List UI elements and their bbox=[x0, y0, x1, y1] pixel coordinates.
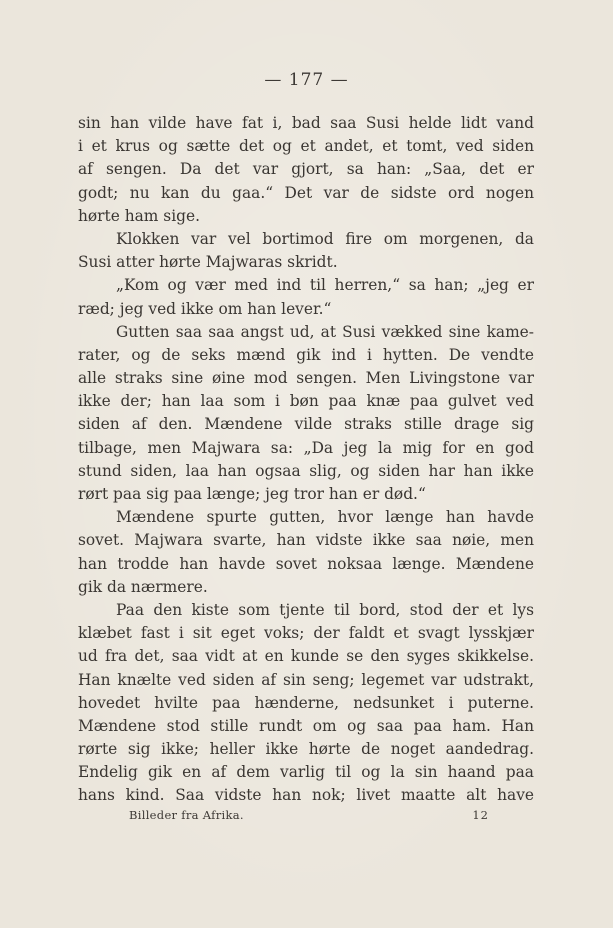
text-line: Mændene spurte gutten, hvor længe han havde bbox=[116, 508, 534, 527]
text-line: Han knælte ved siden af sin seng; legemet var udstrakt, bbox=[78, 670, 534, 689]
book-title: Billeder fra Afrika. bbox=[129, 808, 244, 822]
text-line: Endelig gik en af dem varlig til og la sin haand paa bbox=[78, 763, 534, 782]
body-text bbox=[78, 112, 534, 808]
text-line: i et krus og sætte det og et andet, et tomt, ved siden bbox=[78, 137, 534, 156]
text-line: rørt paa sig paa længe; jeg tror han er død.“ bbox=[78, 485, 426, 503]
text-line: ræd; jeg ved ikke om han lever.“ bbox=[78, 299, 332, 318]
text-line: siden af den. Mændene vilde straks stille drage sig bbox=[78, 415, 534, 434]
text-line: sin han vilde have fat i, bad saa Susi helde lidt vand bbox=[78, 114, 534, 132]
text-line: klæbet fast i sit eget voks; der faldt et svagt lysskjær bbox=[78, 624, 534, 643]
text-line: alle straks sine øine mod sengen. Men Livingstone var bbox=[78, 369, 534, 388]
text-line: gik da nærmere. bbox=[78, 577, 208, 596]
text-line: hørte ham sige. bbox=[78, 206, 200, 225]
text-line: ud fra det, saa vidt at en kunde se den syges skikkelse. bbox=[78, 647, 534, 666]
text-line: rater, og de seks mænd gik ind i hytten. De vendte bbox=[78, 345, 534, 364]
text-line: sovet. Majwara svarte, han vidste ikke saa nøie, men bbox=[78, 531, 534, 550]
text-line: „Kom og vær med ind til herren,“ sa han; „jeg er bbox=[116, 276, 534, 295]
text-line: stund siden, laa han ogsaa slig, og siden har han ikke bbox=[78, 461, 534, 480]
text-line: Susi atter hørte Majwaras skridt. bbox=[78, 253, 338, 272]
text-line: af sengen. Da det var gjort, sa han: „Saa, det er bbox=[78, 160, 534, 179]
text-line: hans kind. Saa vidste han nok; livet maatte alt have bbox=[78, 786, 534, 805]
text-line: ikke der; han laa som i bøn paa knæ paa gulvet ved bbox=[78, 392, 534, 411]
text-line: godt; nu kan du gaa.“ Det var de sidste ord nogen bbox=[78, 183, 534, 202]
text-line: tilbage, men Majwara sa: „Da jeg la mig for en god bbox=[78, 438, 534, 457]
text-line: Mændene stod stille rundt om og saa paa ham. Han bbox=[78, 716, 534, 735]
page-number: — 177 — bbox=[264, 70, 349, 90]
text-line: rørte sig ikke; heller ikke hørte de noget aandedrag. bbox=[78, 740, 534, 759]
text-line: Klokken var vel bortimod fire om morgenen, da bbox=[116, 229, 534, 248]
text-line: Gutten saa saa angst ud, at Susi vækked sine kame- bbox=[116, 322, 534, 341]
text-line: hovedet hvilte paa hænderne, nedsunket i puterne. bbox=[78, 693, 534, 712]
signature-mark: 12 bbox=[472, 808, 489, 822]
text-line: Paa den kiste som tjente til bord, stod der et lys bbox=[116, 600, 534, 619]
text-line: han trodde han havde sovet noksaa længe. Mændene bbox=[78, 554, 534, 573]
